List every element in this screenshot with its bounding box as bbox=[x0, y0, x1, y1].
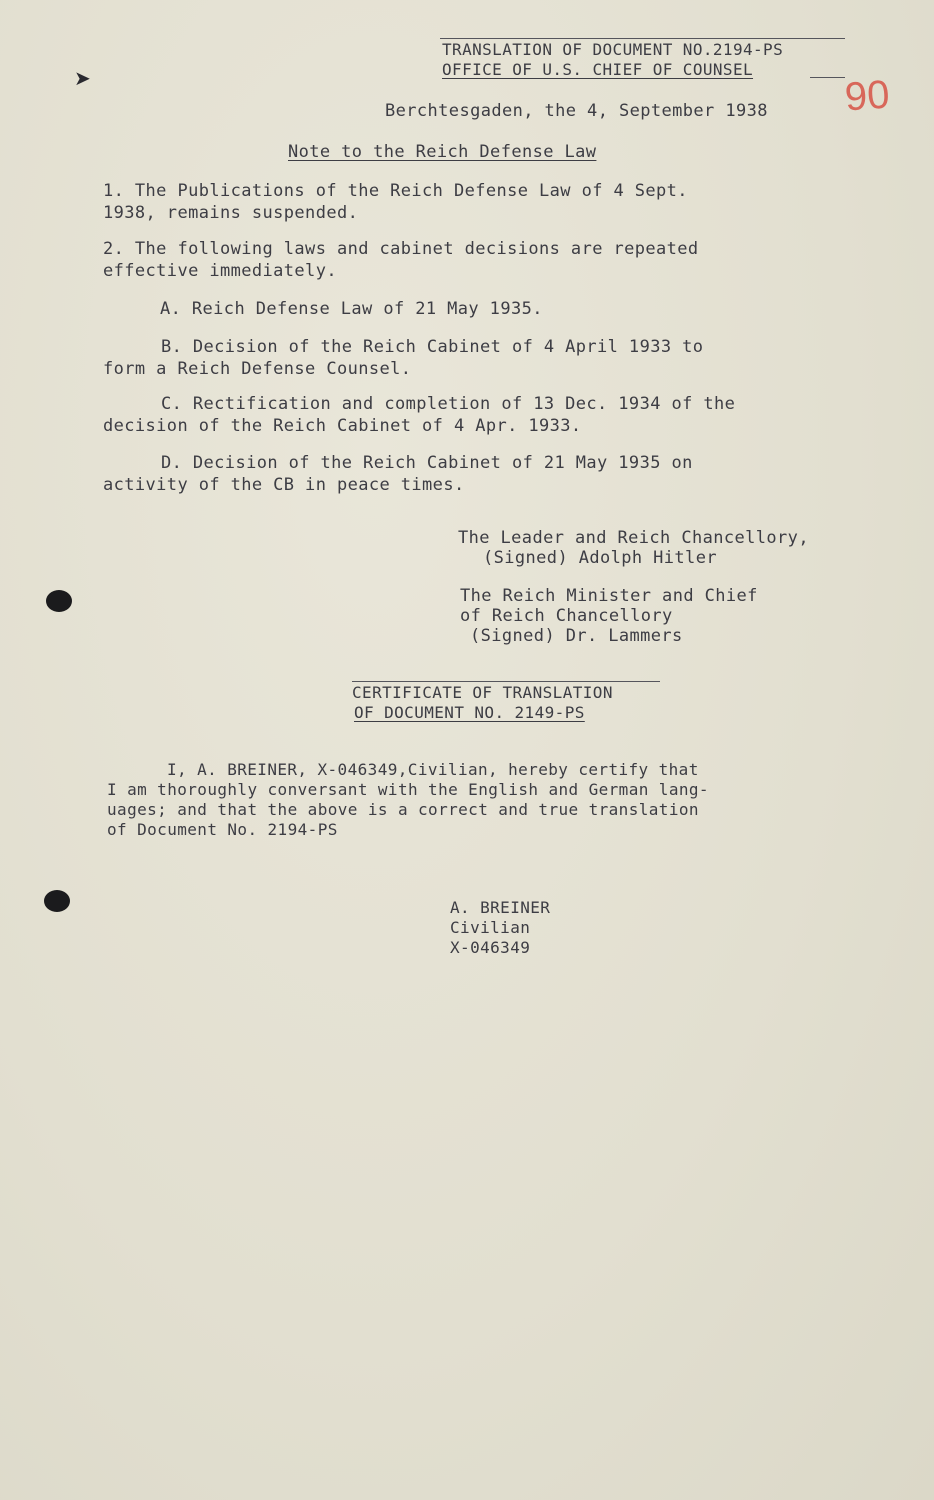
paragraph-c-line1: C. Rectification and completion of 13 Dec. 1934 of the bbox=[161, 394, 736, 414]
leader-signature-block bbox=[458, 528, 809, 568]
leader-signed: (Signed) Adolph Hitler bbox=[483, 548, 717, 568]
paragraph-2-line1: 2. The following laws and cabinet decisions are repeated bbox=[103, 239, 699, 259]
paragraph-2-line2: effective immediately. bbox=[103, 261, 337, 281]
leader-title: The Leader and Reich Chancellory, bbox=[458, 528, 809, 548]
certificate-top-rule bbox=[352, 681, 660, 682]
paragraph-1-line2: 1938, remains suspended. bbox=[103, 203, 359, 223]
margin-mark-icon: ➤ bbox=[74, 66, 92, 90]
paragraph-1 bbox=[103, 180, 813, 224]
certifier-id: X-046349 bbox=[450, 938, 531, 957]
certificate-title-line2: OF DOCUMENT NO. 2149-PS bbox=[354, 703, 585, 722]
header-top-rule bbox=[440, 38, 845, 39]
certificate-body-line3: uages; and that the above is a correct and true translation bbox=[107, 800, 699, 819]
certificate-body-line1: I, A. BREINER, X-046349,Civilian, hereby certify that bbox=[167, 760, 699, 779]
certificate-title-line1: CERTIFICATE OF TRANSLATION bbox=[352, 683, 613, 702]
paragraph-d-line1: D. Decision of the Reich Cabinet of 21 May 1935 on bbox=[161, 453, 693, 473]
paragraph-c bbox=[103, 393, 813, 437]
certificate-body bbox=[107, 760, 709, 840]
dateline: Berchtesgaden, the 4, September 1938 bbox=[385, 101, 768, 121]
minister-title-line1: The Reich Minister and Chief bbox=[460, 586, 758, 606]
certifier-block bbox=[450, 898, 550, 958]
paragraph-d-line2: activity of the CB in peace times. bbox=[103, 475, 465, 495]
punch-hole-upper bbox=[46, 590, 72, 612]
minister-signature-block bbox=[460, 586, 758, 646]
minister-title-line2: of Reich Chancellory bbox=[460, 606, 673, 626]
minister-signed: (Signed) Dr. Lammers bbox=[470, 626, 683, 646]
certifier-name: A. BREINER bbox=[450, 898, 551, 917]
header-bottom-rule bbox=[810, 77, 845, 78]
certificate-body-line2: I am thoroughly conversant with the English and German lang- bbox=[107, 780, 709, 799]
page-number: 90 bbox=[843, 72, 891, 120]
paragraph-b-line2: form a Reich Defense Counsel. bbox=[103, 359, 412, 379]
paragraph-a bbox=[160, 298, 870, 320]
paragraph-c-line2: decision of the Reich Cabinet of 4 Apr. 1933. bbox=[103, 416, 582, 436]
certificate-body-line4: of Document No. 2194-PS bbox=[107, 820, 338, 839]
paragraph-b bbox=[103, 336, 813, 380]
punch-hole-lower bbox=[44, 890, 70, 912]
paragraph-2 bbox=[103, 238, 813, 282]
document-title: Note to the Reich Defense Law bbox=[288, 142, 597, 162]
header-line2: OFFICE OF U.S. CHIEF OF COUNSEL bbox=[442, 60, 754, 79]
header-line1: TRANSLATION OF DOCUMENT NO.2194-PS bbox=[442, 40, 784, 59]
certifier-title: Civilian bbox=[450, 918, 531, 937]
paragraph-a-line1: A. Reich Defense Law of 21 May 1935. bbox=[160, 299, 543, 319]
paragraph-b-line1: B. Decision of the Reich Cabinet of 4 April 1933 to bbox=[161, 337, 704, 357]
paragraph-1-line1: 1. The Publications of the Reich Defense Law of 4 Sept. bbox=[103, 181, 688, 201]
paragraph-d bbox=[103, 452, 813, 496]
